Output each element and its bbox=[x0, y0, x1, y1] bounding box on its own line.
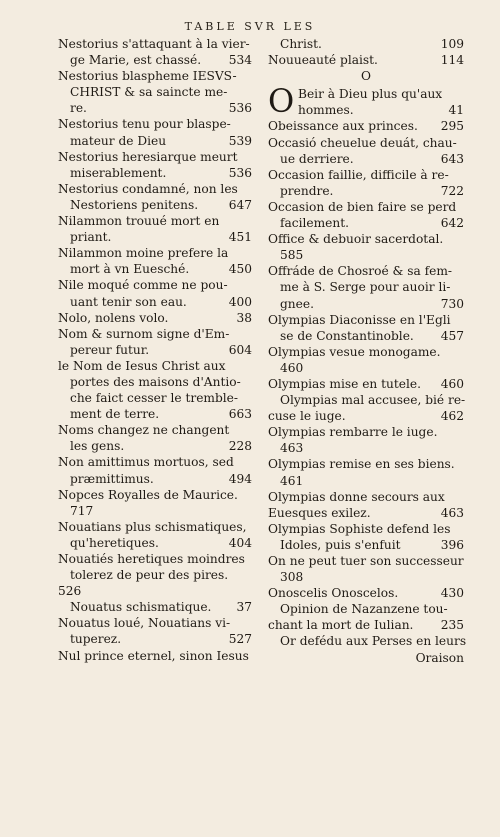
section-letter: O bbox=[361, 69, 371, 84]
index-line: ment de terre. 663 bbox=[70, 407, 252, 422]
index-line: 585 bbox=[280, 248, 304, 263]
right-column bbox=[268, 36, 467, 666]
index-line: Olympias Diaconisse en l'Egli bbox=[268, 312, 451, 327]
index-line: Nouatus schismatique. 37 bbox=[70, 600, 252, 615]
index-line: Olympias rembarre le iuge. bbox=[268, 425, 438, 440]
index-line: hommes. 41 bbox=[298, 103, 464, 118]
index-line: se de Constantinoble. 457 bbox=[280, 328, 464, 343]
index-line: pereur futur. 604 bbox=[70, 342, 252, 357]
index-line: Olympias donne secours aux bbox=[268, 489, 445, 504]
index-line: Noms changez ne changent bbox=[58, 423, 230, 438]
index-line: Idoles, puis s'enfuit 396 bbox=[280, 537, 464, 552]
index-line: ue derriere. 643 bbox=[280, 151, 464, 166]
index-line: Nestorius tenu pour blaspe- bbox=[58, 117, 231, 132]
index-line: tolerez de peur des pires. bbox=[70, 568, 229, 583]
index-line: On ne peut tuer son successeur bbox=[268, 554, 464, 568]
index-line: Nilammon trouué mort en bbox=[58, 214, 220, 229]
index-line: Olympias mise en tutele. 460 bbox=[268, 376, 464, 391]
index-line: Euesques exilez. 463 bbox=[268, 505, 464, 520]
index-line: 308 bbox=[280, 570, 304, 585]
index-line: Nom & surnom signe d'Em- bbox=[58, 326, 230, 341]
index-line: Nouueauté plaist. 114 bbox=[268, 53, 464, 68]
index-line: Nouatiés heretiques moindres bbox=[58, 552, 245, 566]
index-line: portes des maisons d'Antio- bbox=[70, 374, 241, 389]
index-line: cuse le iuge. 462 bbox=[268, 409, 464, 424]
index-line: 461 bbox=[280, 473, 304, 488]
index-line: gnee. 730 bbox=[280, 296, 464, 311]
index-line: le Nom de Iesus Christ aux bbox=[58, 358, 226, 373]
index-line: ge Marie, est chassé. 534 bbox=[70, 53, 252, 68]
index-line: Offráde de Chosroé & sa fem- bbox=[268, 264, 453, 279]
index-line: tuperez. 527 bbox=[70, 632, 252, 647]
index-line: me à S. Serge pour auoir li- bbox=[280, 280, 451, 295]
left-column bbox=[58, 36, 252, 744]
index-line: Olympias Sophiste defend les bbox=[268, 521, 451, 536]
index-line: Non amittimus mortuos, sed bbox=[58, 455, 234, 470]
index-line: Occasion de bien faire se perd bbox=[268, 199, 457, 214]
index-line: Office & debuoir sacerdotal. bbox=[268, 232, 444, 247]
index-line: Occasió cheuelue deuát, chau- bbox=[268, 135, 457, 150]
index-line bbox=[58, 712, 252, 728]
catchword: Oraison bbox=[415, 650, 464, 665]
index-line: Nopces Royalles de Maurice. bbox=[58, 487, 238, 502]
index-line: mateur de Dieu 539 bbox=[70, 133, 252, 148]
index-line: Beir à Dieu plus qu'aux bbox=[298, 87, 443, 102]
index-line: 460 bbox=[280, 360, 304, 375]
index-line: mort à vn Euesché. 450 bbox=[70, 262, 252, 277]
index-line bbox=[58, 664, 252, 680]
index-line: Nile moqué comme ne pou- bbox=[58, 278, 228, 293]
index-line: Obeissance aux princes. 295 bbox=[268, 119, 464, 134]
index-line bbox=[58, 728, 252, 744]
index-line bbox=[268, 650, 464, 666]
index-line bbox=[58, 680, 252, 696]
index-line: Nouatus loué, Nouatians vi- bbox=[58, 616, 231, 631]
index-line: uant tenir son eau. 400 bbox=[70, 294, 252, 309]
drop-cap-o: O bbox=[268, 82, 295, 121]
index-line bbox=[58, 696, 252, 712]
index-line: Nestorius blaspheme IESVS- bbox=[58, 69, 237, 84]
index-line: Olympias vesue monogame. bbox=[268, 344, 441, 359]
index-line: Onoscelis Onoscelos. 430 bbox=[268, 586, 464, 601]
index-line: facilement. 642 bbox=[280, 216, 464, 231]
index-line: præmittimus. 494 bbox=[70, 471, 252, 486]
index-line: Opinion de Nazanzene tou- bbox=[280, 602, 448, 617]
index-line: les gens. 228 bbox=[70, 439, 252, 454]
index-line: chant la mort de Iulian. 235 bbox=[268, 618, 464, 633]
index-line: Nolo, nolens volo. 38 bbox=[58, 310, 252, 325]
index-line: che faict cesser le tremble- bbox=[70, 391, 239, 406]
index-line: Nestorius s'attaquant à la vier- bbox=[58, 37, 250, 51]
index-line: Christ. 109 bbox=[280, 37, 464, 51]
index-line: Nestorius heresiarque meurt bbox=[58, 149, 238, 164]
dropcap-entry bbox=[268, 82, 464, 121]
index-line: Nilammon moine prefere la bbox=[58, 246, 229, 261]
index-line: 526 bbox=[58, 584, 82, 599]
index-line: Or defédu aux Perses en leurs bbox=[280, 634, 467, 649]
index-line: Nouatians plus schismatiques, bbox=[58, 519, 247, 534]
index-line: qu'heretiques. 404 bbox=[70, 535, 252, 550]
index-line: Occasion faillie, difficile à re- bbox=[268, 167, 449, 182]
index-line: CHRIST & sa saincte me- bbox=[70, 85, 228, 100]
index-line: priant. 451 bbox=[70, 230, 252, 245]
index-line: Nestoriens penitens. 647 bbox=[70, 197, 252, 212]
index-line: Nul prince eternel, sinon Iesus bbox=[58, 648, 249, 663]
index-line: 463 bbox=[280, 441, 304, 456]
index-line: Nestorius condamné, non les bbox=[58, 181, 238, 196]
index-line: Olympias mal accusee, bié re- bbox=[280, 393, 466, 408]
index-line: re. 536 bbox=[70, 101, 252, 116]
index-line: miserablement. 536 bbox=[70, 165, 252, 180]
index-line: prendre. 722 bbox=[280, 183, 464, 198]
index-line: Olympias remise en ses biens. bbox=[268, 457, 455, 472]
running-head: TABLE SVR LES bbox=[184, 20, 316, 33]
index-line: 717 bbox=[70, 503, 94, 518]
